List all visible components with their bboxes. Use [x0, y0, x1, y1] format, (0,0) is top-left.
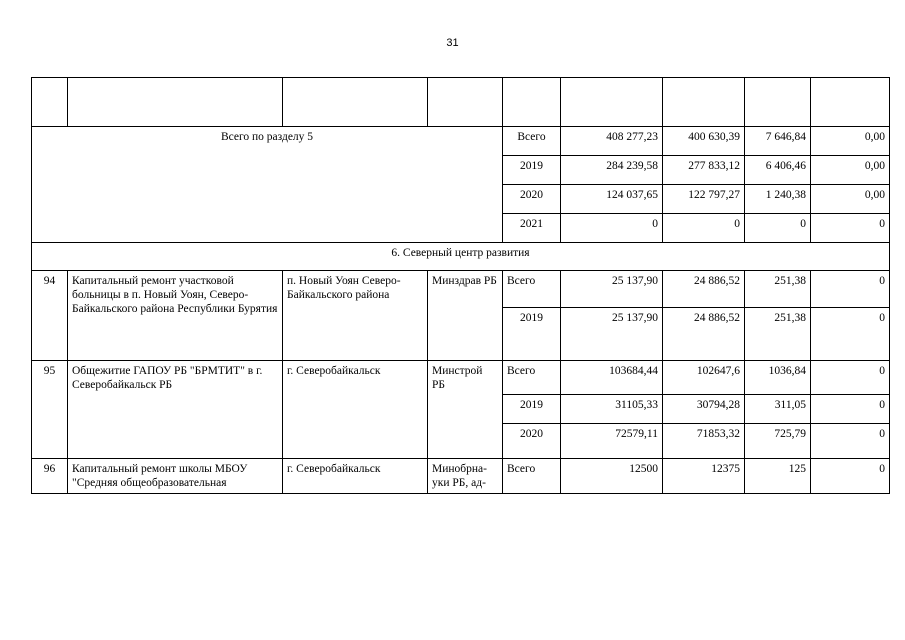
value-regional: 251,38 — [745, 308, 811, 361]
value-regional: 1 240,38 — [745, 185, 811, 214]
item-place: п. Новый Уоян Северо-Байкальского района — [283, 271, 428, 361]
value-other: 0 — [811, 308, 890, 361]
value-total: 25 137,90 — [561, 271, 663, 308]
header-cell — [561, 78, 663, 127]
value-federal: 24 886,52 — [663, 271, 745, 308]
value-total: 103684,44 — [561, 361, 663, 395]
section-row — [32, 243, 890, 271]
year-cell: Всего — [503, 361, 561, 395]
value-regional: 1036,84 — [745, 361, 811, 395]
summary-label: Всего по разделу 5 — [32, 127, 503, 243]
value-federal: 0 — [663, 214, 745, 243]
value-federal: 277 833,12 — [663, 156, 745, 185]
value-other: 0 — [811, 361, 890, 395]
year-cell: 2021 — [503, 214, 561, 243]
value-regional: 6 406,46 — [745, 156, 811, 185]
item-org: Минобрна-уки РБ, ад- — [428, 459, 503, 494]
value-federal: 400 630,39 — [663, 127, 745, 156]
year-cell: Всего — [503, 459, 561, 494]
value-federal: 12375 — [663, 459, 745, 494]
value-regional: 0 — [745, 214, 811, 243]
item-org: Минздрав РБ — [428, 271, 503, 361]
header-cell — [32, 78, 68, 127]
value-other: 0 — [811, 395, 890, 424]
item-number: 96 — [32, 459, 68, 494]
item-name: Капитальный ремонт школы МБОУ "Средняя общеобразовательная — [68, 459, 283, 494]
item-number: 95 — [32, 361, 68, 459]
value-total: 124 037,65 — [561, 185, 663, 214]
value-federal: 24 886,52 — [663, 308, 745, 361]
budget-table — [31, 77, 890, 494]
value-federal: 122 797,27 — [663, 185, 745, 214]
value-other: 0,00 — [811, 127, 890, 156]
value-total: 0 — [561, 214, 663, 243]
value-total: 12500 — [561, 459, 663, 494]
value-federal: 30794,28 — [663, 395, 745, 424]
header-cell — [663, 78, 745, 127]
value-other: 0 — [811, 459, 890, 494]
value-total: 72579,11 — [561, 424, 663, 459]
value-other: 0,00 — [811, 156, 890, 185]
value-other: 0,00 — [811, 185, 890, 214]
page-number: 31 — [446, 37, 459, 49]
table-row — [32, 459, 890, 494]
item-place: г. Северобайкальск — [283, 361, 428, 459]
table-row — [32, 361, 890, 395]
header-cell — [283, 78, 428, 127]
value-other: 0 — [811, 271, 890, 308]
year-cell: 2020 — [503, 185, 561, 214]
year-cell: Всего — [503, 271, 561, 308]
item-name: Общежитие ГАПОУ РБ "БРМТИТ" в г. Северобайкальск РБ — [68, 361, 283, 459]
item-org: Минстрой РБ — [428, 361, 503, 459]
value-regional: 7 646,84 — [745, 127, 811, 156]
header-cell — [503, 78, 561, 127]
value-regional: 251,38 — [745, 271, 811, 308]
value-total: 408 277,23 — [561, 127, 663, 156]
header-cell — [68, 78, 283, 127]
value-regional: 125 — [745, 459, 811, 494]
item-name: Капитальный ремонт участковой больницы в п. Новый Уоян, Северо-Байкальского района Республики Бурятия — [68, 271, 283, 361]
year-cell: Всего — [503, 127, 561, 156]
section-title: 6. Северный центр развития — [32, 243, 890, 271]
header-cell — [428, 78, 503, 127]
table-row — [32, 271, 890, 308]
summary-row — [32, 127, 890, 156]
header-cell — [745, 78, 811, 127]
year-cell: 2019 — [503, 308, 561, 361]
value-total: 31105,33 — [561, 395, 663, 424]
value-regional: 725,79 — [745, 424, 811, 459]
year-cell: 2020 — [503, 424, 561, 459]
item-place: г. Северобайкальск — [283, 459, 428, 494]
value-federal: 102647,6 — [663, 361, 745, 395]
header-row-empty — [32, 78, 890, 127]
item-number: 94 — [32, 271, 68, 361]
value-federal: 71853,32 — [663, 424, 745, 459]
value-other: 0 — [811, 214, 890, 243]
value-total: 25 137,90 — [561, 308, 663, 361]
year-cell: 2019 — [503, 156, 561, 185]
value-other: 0 — [811, 424, 890, 459]
value-regional: 311,05 — [745, 395, 811, 424]
year-cell: 2019 — [503, 395, 561, 424]
value-total: 284 239,58 — [561, 156, 663, 185]
header-cell — [811, 78, 890, 127]
